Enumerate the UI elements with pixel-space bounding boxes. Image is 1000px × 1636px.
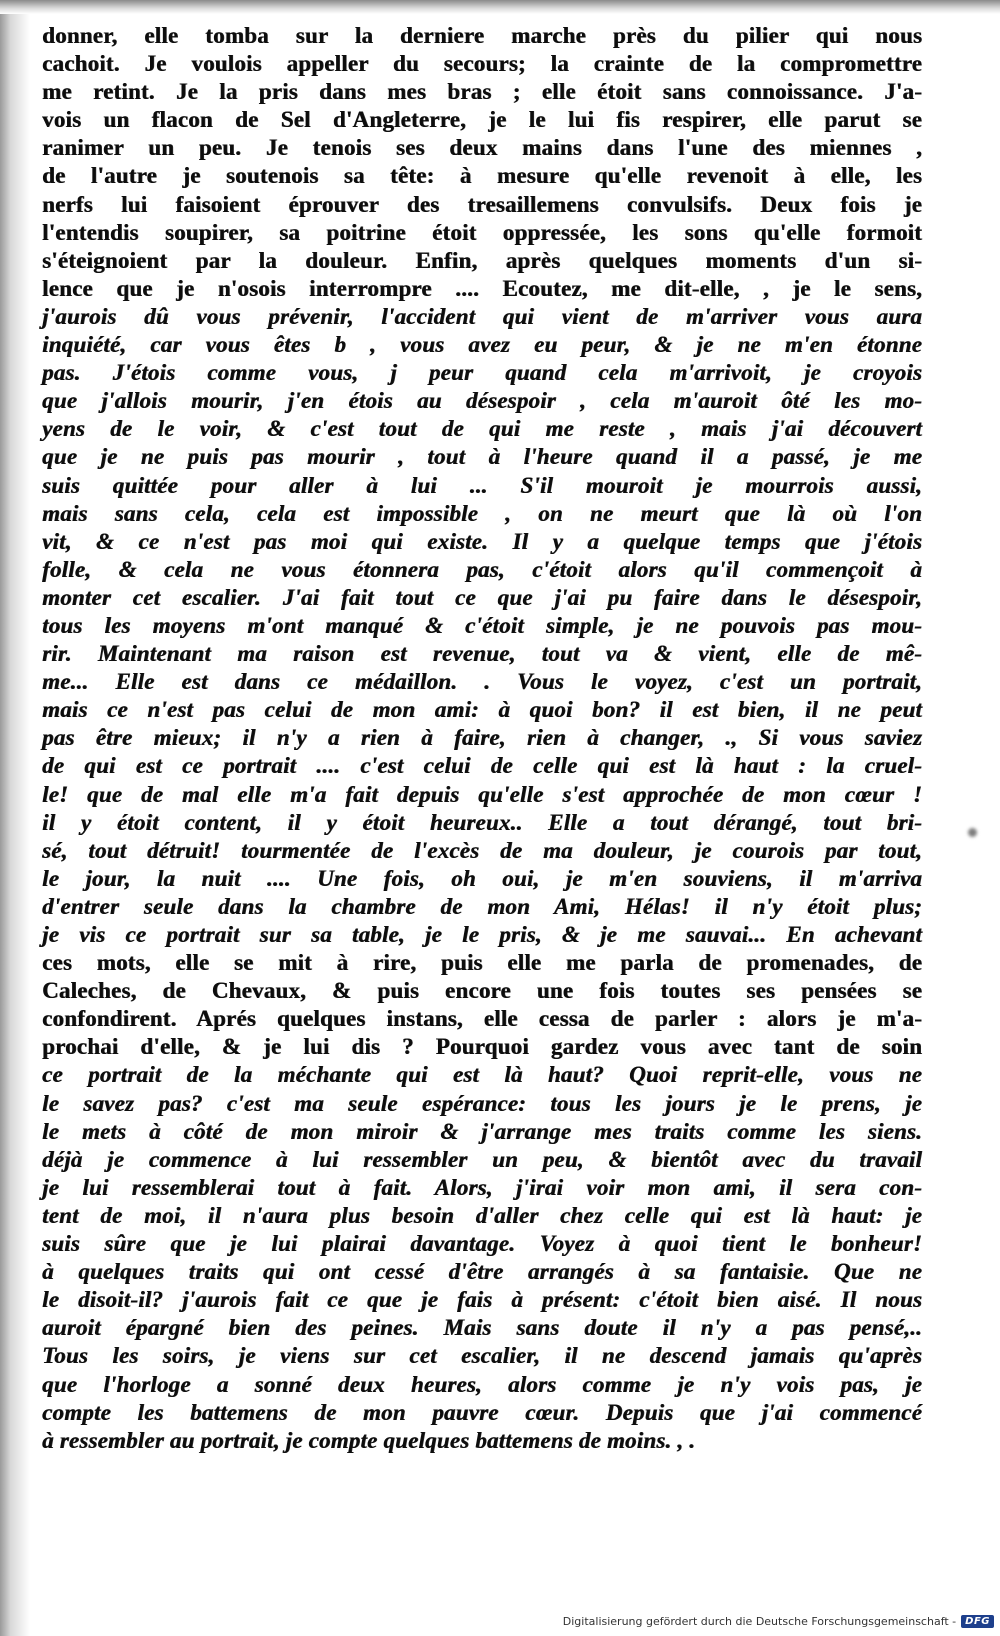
text-line: Tous les soirs, je viens sur cet escalier, il ne descend jamais qu'après <box>42 1343 922 1369</box>
text-line: monter cet escalier. J'ai fait tout ce que j'ai pu faire dans le désespoir, <box>42 584 922 610</box>
text-line: de l'autre je soutenois sa tête: à mesure qu'elle revenoit à elle, les <box>42 163 922 189</box>
text-line: suis sûre que je lui plairai davantage. Voyez à quoi tient le bonheur! <box>42 1231 922 1257</box>
text-line: mais sans cela, cela est impossible , on ne meurt que là où l'on <box>42 500 922 526</box>
text-line: Caleches, de Chevaux, & puis encore une fois toutes ses pensées se <box>42 978 922 1004</box>
text-line: l'entendis soupirer, sa poitrine étoit oppressée, les sons qu'elle formoit <box>42 219 922 245</box>
text-line: il y étoit content, il y étoit heureux.. Elle a tout dérangé, tout bri- <box>42 809 922 835</box>
text-line: déjà je commence à lui ressembler un peu, & bientôt avec du travail <box>42 1146 922 1172</box>
text-line: ce portrait de la méchante qui est là haut? Quoi reprit-elle, vous ne <box>42 1062 922 1088</box>
text-line: vois un flacon de Sel d'Angleterre, je le lui fis respirer, elle parut se <box>42 107 922 133</box>
text-line: mais ce n'est pas celui de mon ami: à quoi bon? il est bien, il ne peut <box>42 697 922 723</box>
page-top-shadow <box>0 0 1000 14</box>
text-line: le mets à côté de mon miroir & j'arrange mes traits comme les siens. <box>42 1118 922 1144</box>
text-line: je vis ce portrait sur sa table, je le pris, & je me sauvai... En achevant <box>42 922 922 947</box>
page-gutter-shadow <box>0 0 30 1636</box>
text-line: confondirent. Aprés quelques instans, elle cessa de parler : alors je m'a- <box>42 1006 922 1032</box>
text-line: à ressembler au portrait, je compte quelques battemens de moins. , . <box>42 1427 696 1453</box>
dfg-logo: DFG <box>961 1615 994 1628</box>
text-line: compte les battemens de mon pauvre cœur. Depuis que j'ai commencé <box>42 1399 922 1425</box>
text-line: d'entrer seule dans la chambre de mon Ami, Hélas! il n'y étoit plus; <box>42 893 922 919</box>
text-line: à quelques traits qui ont cessé d'être arrangés à sa fantaisie. Que ne <box>42 1259 922 1285</box>
text-line: inquiété, car vous êtes b , vous avez eu peur, & je ne m'en étonne <box>42 332 922 358</box>
footer <box>563 1610 994 1632</box>
page-text-block <box>42 22 922 1455</box>
text-line: le savez pas? c'est ma seule espérance: tous les jours je le prens, je <box>42 1090 922 1116</box>
text-line: que j'allois mourir, j'en étois au désespoir , cela m'auroit ôté les mo- <box>42 388 922 414</box>
text-line: cachoit. Je voulois appeller du secours; la crainte de la compromettre <box>42 51 922 77</box>
text-line: que l'horloge a sonné deux heures, alors comme je n'y vois pas, je <box>42 1371 922 1397</box>
text-line: ranimer un peu. Je tenois ses deux mains dans l'une des miennes , <box>42 135 922 161</box>
text-line: tent de moi, il n'aura plus besoin d'aller chez celle qui est là haut: je <box>42 1202 922 1228</box>
text-line: que je ne puis pas mourir , tout à l'heure quand il a passé, je me <box>42 444 922 470</box>
text-line: tous les moyens m'ont manqué & c'étoit simple, je ne pouvois pas mou- <box>42 612 922 638</box>
text-line: je lui ressemblerai tout à fait. Alors, j'irai voir mon ami, il sera con- <box>42 1174 922 1200</box>
text-line: le disoit-il? j'aurois fait ce que je fais à présent: c'étoit bien aisé. Il nous <box>42 1287 922 1313</box>
text-line: s'éteignoient par la douleur. Enfin, après quelques moments d'un si- <box>42 247 922 273</box>
footer-credit: Digitalisierung gefördert durch die Deutsche Forschungsgemeinschaft - <box>562 1614 957 1628</box>
text-line: me retint. Je la pris dans mes bras ; elle étoit sans connoissance. J'a- <box>42 79 922 105</box>
text-line: prochai d'elle, & je lui dis ? Pourquoi gardez vous avec tant de soin <box>42 1034 922 1060</box>
text-line: lence que je n'osois interrompre .... Ecoutez, me dit-elle, , je le sens, <box>42 275 922 301</box>
text-line: pas être mieux; il n'y a rien à faire, rien à changer, ., Si vous saviez <box>42 725 922 751</box>
text-line: sé, tout détruit! tourmentée de l'excès de ma douleur, je courois par tout, <box>42 837 922 863</box>
text-line: le! que de mal elle m'a fait depuis qu'elle s'est approchée de mon cœur ! <box>42 781 922 807</box>
text-line: de qui est ce portrait .... c'est celui de celle qui est là haut : la cruel- <box>42 753 922 779</box>
scan-speck <box>968 828 977 837</box>
text-line: auroit épargné bien des peines. Mais sans doute il n'y a pas pensé,.. <box>42 1315 922 1341</box>
text-line: vit, & ce n'est pas moi qui existe. Il y a quelque temps que j'étois <box>42 528 922 554</box>
text-line: me... Elle est dans ce médaillon. . Vous le voyez, c'est un portrait, <box>42 669 922 695</box>
text-line: j'aurois dû vous prévenir, l'accident qui vient de m'arriver vous aura <box>42 303 922 329</box>
text-line: ces mots, elle se mit à rire, puis elle me parla de promenades, de <box>42 950 922 976</box>
text-line: rir. Maintenant ma raison est revenue, tout va & vient, elle de mê- <box>42 641 922 667</box>
text-line: yens de le voir, & c'est tout de qui me reste , mais j'ai découvert <box>42 416 922 442</box>
text-line: le jour, la nuit .... Une fois, oh oui, je m'en souviens, il m'arriva <box>42 865 922 891</box>
text-line: pas. J'étois comme vous, j peur quand cela m'arrivoit, je croyois <box>42 360 922 386</box>
text-line: donner, elle tomba sur la derniere marche près du pilier qui nous <box>42 23 922 48</box>
text-line: suis quittée pour aller à lui ... S'il mouroit je mourrois aussi, <box>42 472 922 498</box>
text-line: nerfs lui faisoient éprouver des tresaillemens convulsifs. Deux fois je <box>42 191 922 217</box>
text-line: folle, & cela ne vous étonnera pas, c'étoit alors qu'il commençoit à <box>42 556 922 582</box>
